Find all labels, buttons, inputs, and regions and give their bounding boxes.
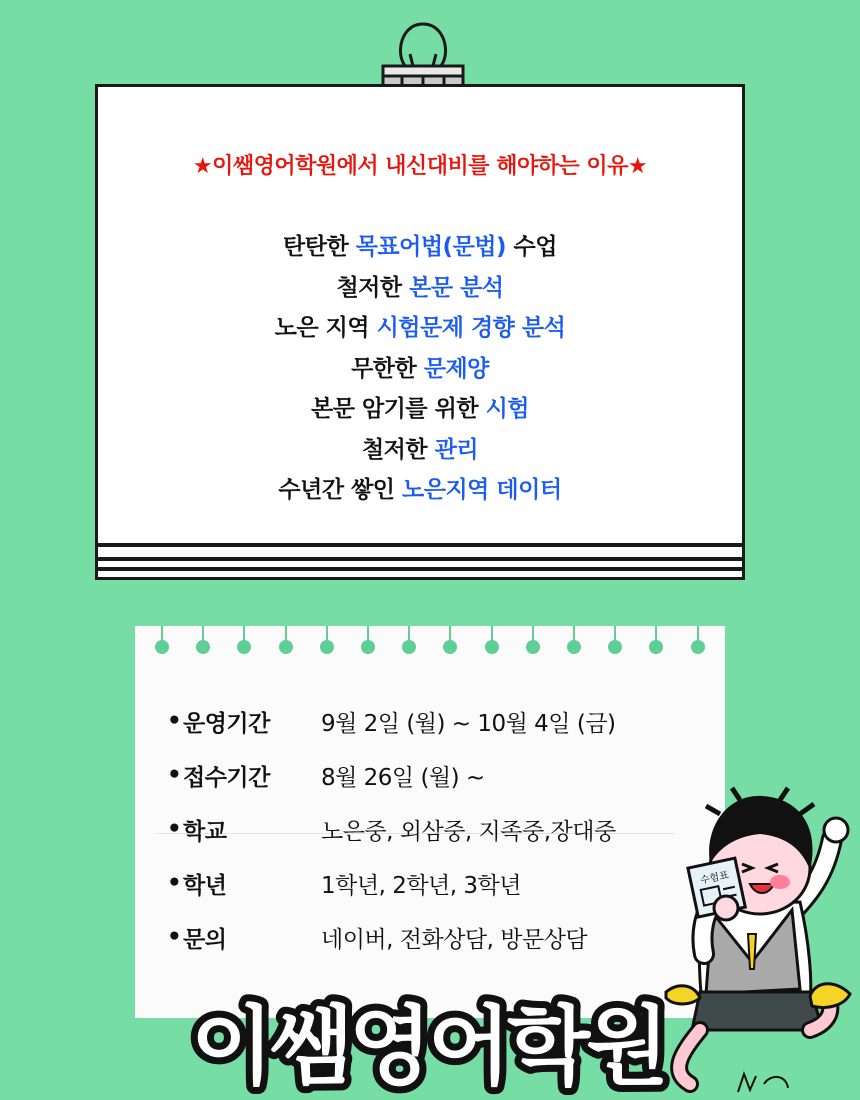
reason-text: 철저한 xyxy=(336,274,410,301)
info-value: 8월 26일 (월) ~ xyxy=(321,764,485,791)
reason-line xyxy=(98,470,742,511)
info-value: 9월 2일 (월) ~ 10월 4일 (금) xyxy=(321,710,616,737)
notebook-hole-icon xyxy=(155,626,169,656)
reasons-list xyxy=(98,227,742,511)
info-label: 학교 xyxy=(183,818,227,845)
notebook-hole-icon xyxy=(196,626,210,656)
info-list xyxy=(167,694,616,964)
info-bullet: • xyxy=(167,708,182,734)
notebook-hole-icon xyxy=(526,626,540,656)
reason-line xyxy=(98,349,742,390)
reason-text: 탄탄한 xyxy=(283,234,356,260)
reason-text: 수년간 쌓인 xyxy=(278,477,403,503)
info-row xyxy=(167,694,616,748)
info-row xyxy=(167,910,616,964)
reason-highlight: 노은지역 데이터 xyxy=(402,477,562,503)
reason-highlight: 목표어법(문법) xyxy=(355,234,507,260)
academy-logo xyxy=(178,984,678,1100)
notebook-hole-icon xyxy=(649,626,663,656)
info-row xyxy=(167,802,616,856)
board-title: ★이쌤영어학원에서 내신대비를 해야하는 이유★ xyxy=(192,154,648,179)
student-character-illustration xyxy=(660,784,860,1100)
info-value: 네이버, 전화상담, 방문상담 xyxy=(321,926,588,953)
notebook-hole-icon xyxy=(443,626,457,656)
reason-text: 무한한 xyxy=(351,355,424,382)
reason-line xyxy=(98,430,742,471)
reason-highlight: 시험 xyxy=(485,396,529,422)
info-card xyxy=(135,626,725,1018)
reason-highlight: 관리 xyxy=(434,436,479,463)
info-bullet: • xyxy=(167,870,182,896)
reason-text: 철저한 xyxy=(361,436,435,463)
info-value: 노은중, 외삼중, 지족중,장대중 xyxy=(321,818,616,845)
reason-highlight: 본문 분석 xyxy=(409,274,504,301)
info-bullet: • xyxy=(167,924,182,950)
info-label: 학년 xyxy=(183,872,227,899)
reason-line xyxy=(98,389,742,430)
reason-highlight: 시험문제 경향 분석 xyxy=(376,315,566,341)
notebook-hole-icon xyxy=(567,626,581,656)
reason-line xyxy=(98,268,742,309)
notebook-hole-icon xyxy=(402,626,416,656)
info-label: 문의 xyxy=(183,926,227,953)
notebook-hole-icon xyxy=(361,626,375,656)
info-label: 운영기간 xyxy=(183,710,270,737)
notebook-hole-icon xyxy=(279,626,293,656)
reason-line xyxy=(98,227,742,268)
notebook-hole-icon xyxy=(237,626,251,656)
info-row xyxy=(167,856,616,910)
notebook-hole-icon xyxy=(608,626,622,656)
board-bottom-stripes xyxy=(98,543,742,577)
info-bullet: • xyxy=(167,816,182,842)
card-label: 수험표 xyxy=(699,869,730,887)
info-bullet: • xyxy=(167,762,182,788)
info-label: 접수기간 xyxy=(183,764,270,791)
info-row xyxy=(167,748,616,802)
reason-highlight: 문제양 xyxy=(423,355,489,382)
reason-line xyxy=(98,308,742,349)
reason-text: 노은 지역 xyxy=(274,315,377,341)
info-value: 1학년, 2학년, 3학년 xyxy=(321,872,521,899)
notebook-hole-icon xyxy=(691,626,705,656)
notebook-hole-icon xyxy=(320,626,334,656)
reason-tail: 수업 xyxy=(506,234,557,260)
reasons-board xyxy=(95,84,745,580)
reason-text: 본문 암기를 위한 xyxy=(311,396,486,422)
notebook-hole-icon xyxy=(485,626,499,656)
logo-text: 이쌤영어학원 xyxy=(190,997,666,1097)
notebook-holes xyxy=(135,626,725,666)
